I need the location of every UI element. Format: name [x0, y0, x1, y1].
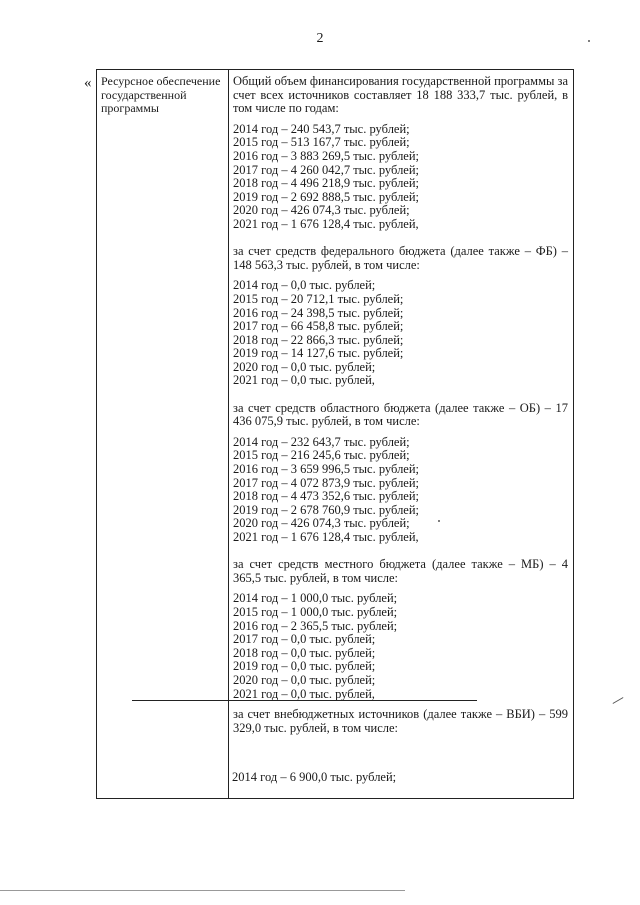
year-line: 2017 год – 0,0 тыс. рублей;: [233, 632, 376, 647]
year-line: 2016 год – 24 398,5 тыс. рублей;: [233, 305, 404, 320]
year-line: 2014 год – 232 643,7 тыс. рублей;: [233, 434, 410, 449]
year-line: 2021 год – 1 676 128,4 тыс. рублей,: [233, 216, 419, 231]
fb-years-list: [233, 279, 568, 388]
year-line: 2016 год – 3 659 996,5 тыс. рублей;: [233, 462, 420, 477]
fb-intro: за счет средств федерального бюджета (далее также – ФБ) – 148 563,3 тыс. рублей, в том числе:: [233, 244, 568, 272]
year-line: 2015 год – 20 712,1 тыс. рублей;: [233, 291, 404, 306]
year-line: 2020 год – 0,0 тыс. рублей;: [233, 359, 376, 374]
left-cell-label: Ресурсное обеспечение государственной программы: [101, 74, 221, 115]
year-line: 2018 год – 4 496 218,9 тыс. рублей;: [233, 176, 420, 191]
year-line: 2021 год – 0,0 тыс. рублей,: [233, 373, 375, 388]
quote-mark: «: [84, 75, 92, 91]
right-cell: [233, 75, 568, 735]
column-divider: [228, 70, 229, 798]
year-line: 2018 год – 4 473 352,6 тыс. рублей;: [233, 489, 420, 504]
year-line: 2014 год – 6 900,0 тыс. рублей;: [232, 770, 397, 784]
year-line: 2019 год – 2 692 888,5 тыс. рублей;: [233, 189, 420, 204]
scan-speck: [613, 697, 624, 704]
mb-years-list: [233, 592, 568, 701]
year-line: 2015 год – 1 000,0 тыс. рублей;: [233, 604, 398, 619]
vbi-intro: за счет внебюджетных источников (далее также – ВБИ) – 599 329,0 тыс. рублей, в том числе:: [233, 707, 568, 735]
year-line: 2014 год – 0,0 тыс. рублей;: [233, 278, 376, 293]
year-line: 2019 год – 2 678 760,9 тыс. рублей;: [233, 502, 420, 517]
mb-intro: за счет средств местного бюджета (далее также – МБ) – 4 365,5 тыс. рублей, в том числе:: [233, 557, 568, 585]
year-line: 2017 год – 4 072 873,9 тыс. рублей;: [233, 475, 420, 490]
year-line: 2015 год – 216 245,6 тыс. рублей;: [233, 448, 410, 463]
scan-speck: [438, 520, 440, 522]
resource-table: [96, 69, 574, 799]
year-line: 2019 год – 14 127,6 тыс. рублей;: [233, 346, 404, 361]
page-number: 2: [316, 31, 324, 46]
year-line: 2021 год – 1 676 128,4 тыс. рублей,: [233, 530, 419, 544]
total-intro: Общий объем финансирования государственной программы за счет всех источников составляет 18 188 333,7 тыс. рублей, в том числе по годам:: [233, 74, 569, 116]
year-line: 2016 год – 3 883 269,5 тыс. рублей;: [233, 148, 420, 163]
year-line: 2017 год – 4 260 042,7 тыс. рублей;: [233, 162, 420, 177]
year-line: 2020 год – 426 074,3 тыс. рублей;: [233, 203, 410, 218]
vbi-years-list: [232, 771, 396, 785]
ob-intro: за счет средств областного бюджета (далее также – ОБ) – 17 436 075,9 тыс. рублей, в том числе:: [233, 400, 568, 429]
year-line: 2016 год – 2 365,5 тыс. рублей;: [233, 618, 398, 633]
ob-years-list: [233, 436, 568, 545]
total-years-list: [233, 123, 568, 232]
year-line: 2018 год – 22 866,3 тыс. рублей;: [233, 332, 404, 347]
year-line: 2019 год – 0,0 тыс. рублей;: [233, 659, 376, 674]
year-line: 2018 год – 0,0 тыс. рублей;: [233, 645, 376, 660]
year-line: 2015 год – 513 167,7 тыс. рублей;: [233, 135, 410, 150]
inner-rule: [132, 700, 477, 701]
year-line: 2014 год – 1 000,0 тыс. рублей;: [233, 591, 398, 606]
year-line: 2021 год – 0,0 тыс. рублей,: [233, 686, 375, 701]
year-line: 2020 год – 426 074,3 тыс. рублей;: [233, 516, 410, 531]
year-line: 2020 год – 0,0 тыс. рублей;: [233, 672, 376, 687]
scan-speck: [588, 40, 590, 42]
year-line: 2017 год – 66 458,8 тыс. рублей;: [233, 319, 404, 334]
footer-rule: [0, 890, 405, 891]
year-line: 2014 год – 240 543,7 тыс. рублей;: [233, 121, 410, 136]
